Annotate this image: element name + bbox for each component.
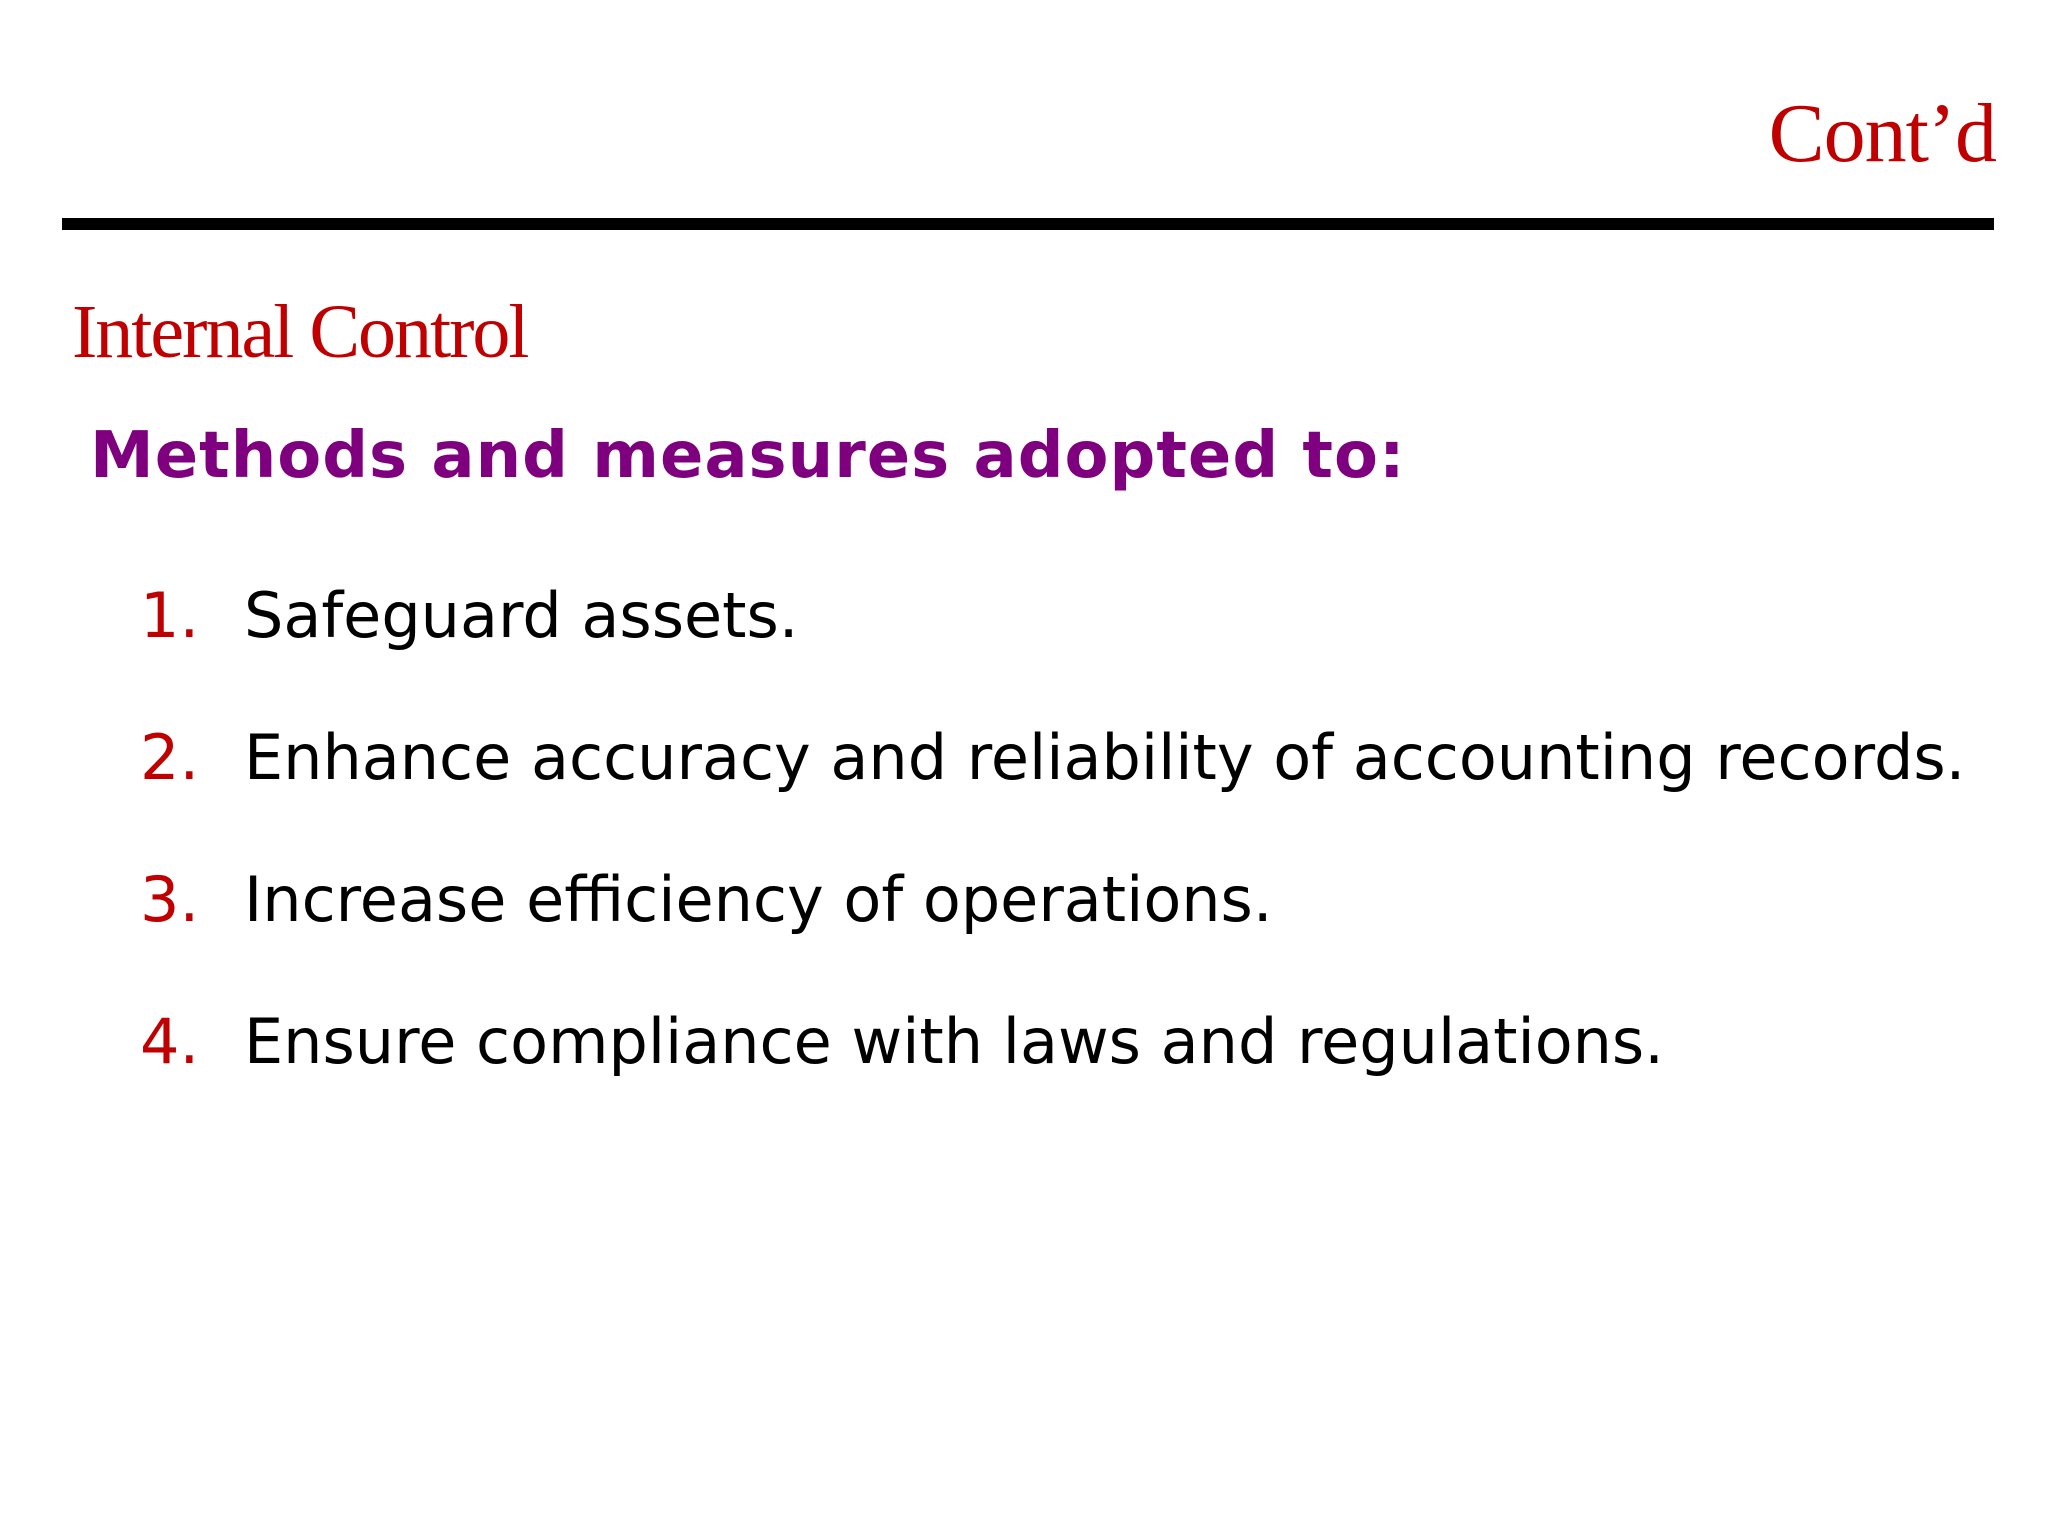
list-item-number: 2. [140,721,200,794]
section-title: Internal Control [72,290,528,374]
list-item-text: Enhance accuracy and reliability of accounting records. [244,721,1966,794]
list-item-number: 1. [140,579,200,652]
list-item-number: 3. [140,863,200,936]
list-item [140,560,1970,672]
slide-header-title: Cont’d [1768,87,1996,180]
list-item-text: Increase efficiency of operations. [244,863,1273,936]
list-item [140,702,1970,814]
list-item-text: Ensure compliance with laws and regulations. [244,1005,1664,1078]
list-item [140,844,1970,956]
numbered-list [140,560,1970,1128]
list-item [140,986,1970,1098]
header-divider [62,218,1994,230]
list-item-number: 4. [140,1005,200,1078]
intro-text: Methods and measures adopted to: [90,419,1406,493]
list-item-text: Safeguard assets. [244,579,799,652]
